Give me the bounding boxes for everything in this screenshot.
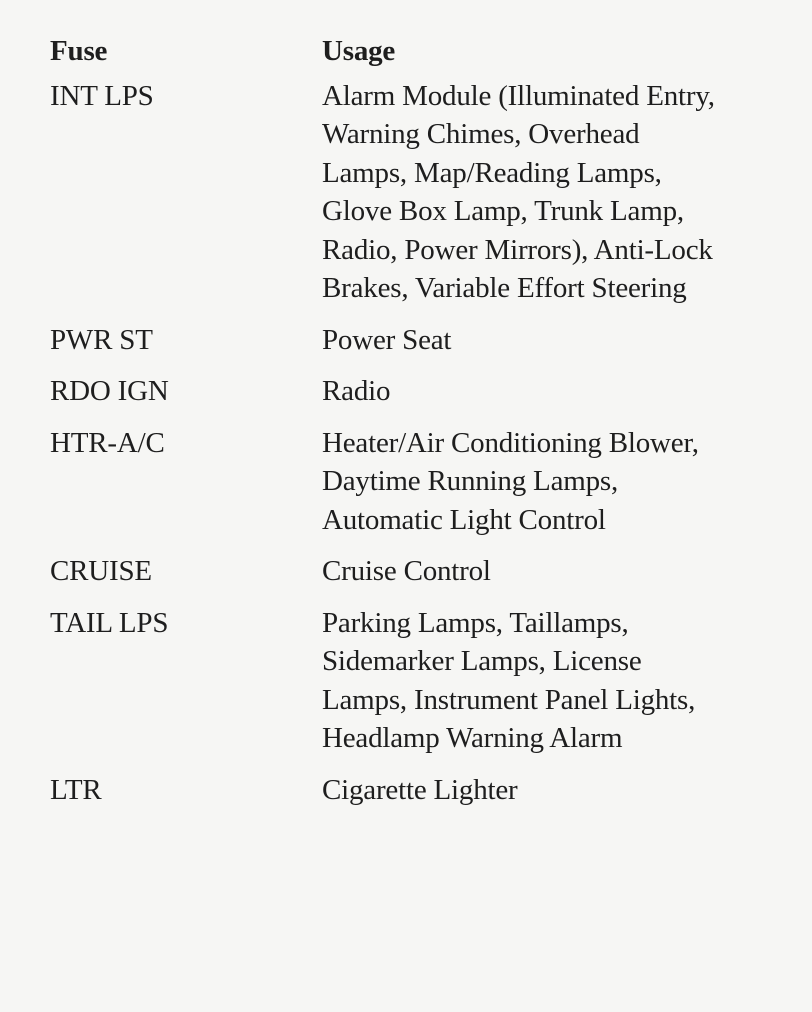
fuse-name: RDO IGN	[50, 375, 169, 407]
fuse-name: TAIL LPS	[50, 606, 169, 639]
usage-line: Alarm Module (Illuminated Entry,	[322, 79, 715, 112]
fuse-usage	[322, 77, 805, 308]
usage-line: Lamps, Map/Reading Lamps,	[322, 156, 662, 189]
fuse-usage	[322, 771, 805, 810]
usage-column-header: Usage	[322, 35, 396, 67]
fuse-name: PWR ST	[50, 323, 153, 356]
fuse-usage	[322, 552, 805, 591]
usage-line: Cigarette Lighter	[322, 773, 518, 806]
usage-line: Cruise Control	[322, 555, 491, 587]
fuse-name: CRUISE	[50, 555, 152, 587]
usage-line: Daytime Running Lamps,	[322, 465, 619, 497]
usage-line: Automatic Light Control	[322, 503, 606, 536]
fuse-usage-table	[50, 32, 805, 809]
usage-line: Warning Chimes, Overhead	[322, 118, 640, 150]
usage-line: Power Seat	[322, 323, 452, 356]
usage-line: Sidemarker Lamps, License	[322, 645, 642, 677]
usage-line: Heater/Air Conditioning Blower,	[322, 426, 699, 459]
usage-line: Brakes, Variable Effort Steering	[322, 272, 687, 304]
fuse-usage	[322, 604, 805, 758]
usage-line: Lamps, Instrument Panel Lights,	[322, 683, 696, 716]
table-row	[50, 604, 805, 758]
table-row	[50, 321, 805, 360]
table-row	[50, 77, 805, 308]
table-row	[50, 552, 805, 591]
fuse-usage	[322, 321, 805, 360]
fuse-name: INT LPS	[50, 79, 154, 112]
fuse-column-header: Fuse	[50, 35, 108, 67]
usage-line: Headlamp Warning Alarm	[322, 722, 623, 754]
fuse-name: LTR	[50, 773, 102, 806]
table-row	[50, 424, 805, 540]
fuse-usage	[322, 424, 805, 540]
table-row	[50, 372, 805, 411]
usage-line: Radio, Power Mirrors), Anti-Lock	[322, 233, 713, 266]
table-header-row	[50, 32, 805, 71]
table-row	[50, 771, 805, 810]
usage-line: Parking Lamps, Taillamps,	[322, 606, 629, 639]
fuse-name: HTR-A/C	[50, 426, 165, 459]
fuse-usage	[322, 372, 805, 411]
usage-line: Radio	[322, 375, 391, 407]
usage-line: Glove Box Lamp, Trunk Lamp,	[322, 195, 684, 227]
